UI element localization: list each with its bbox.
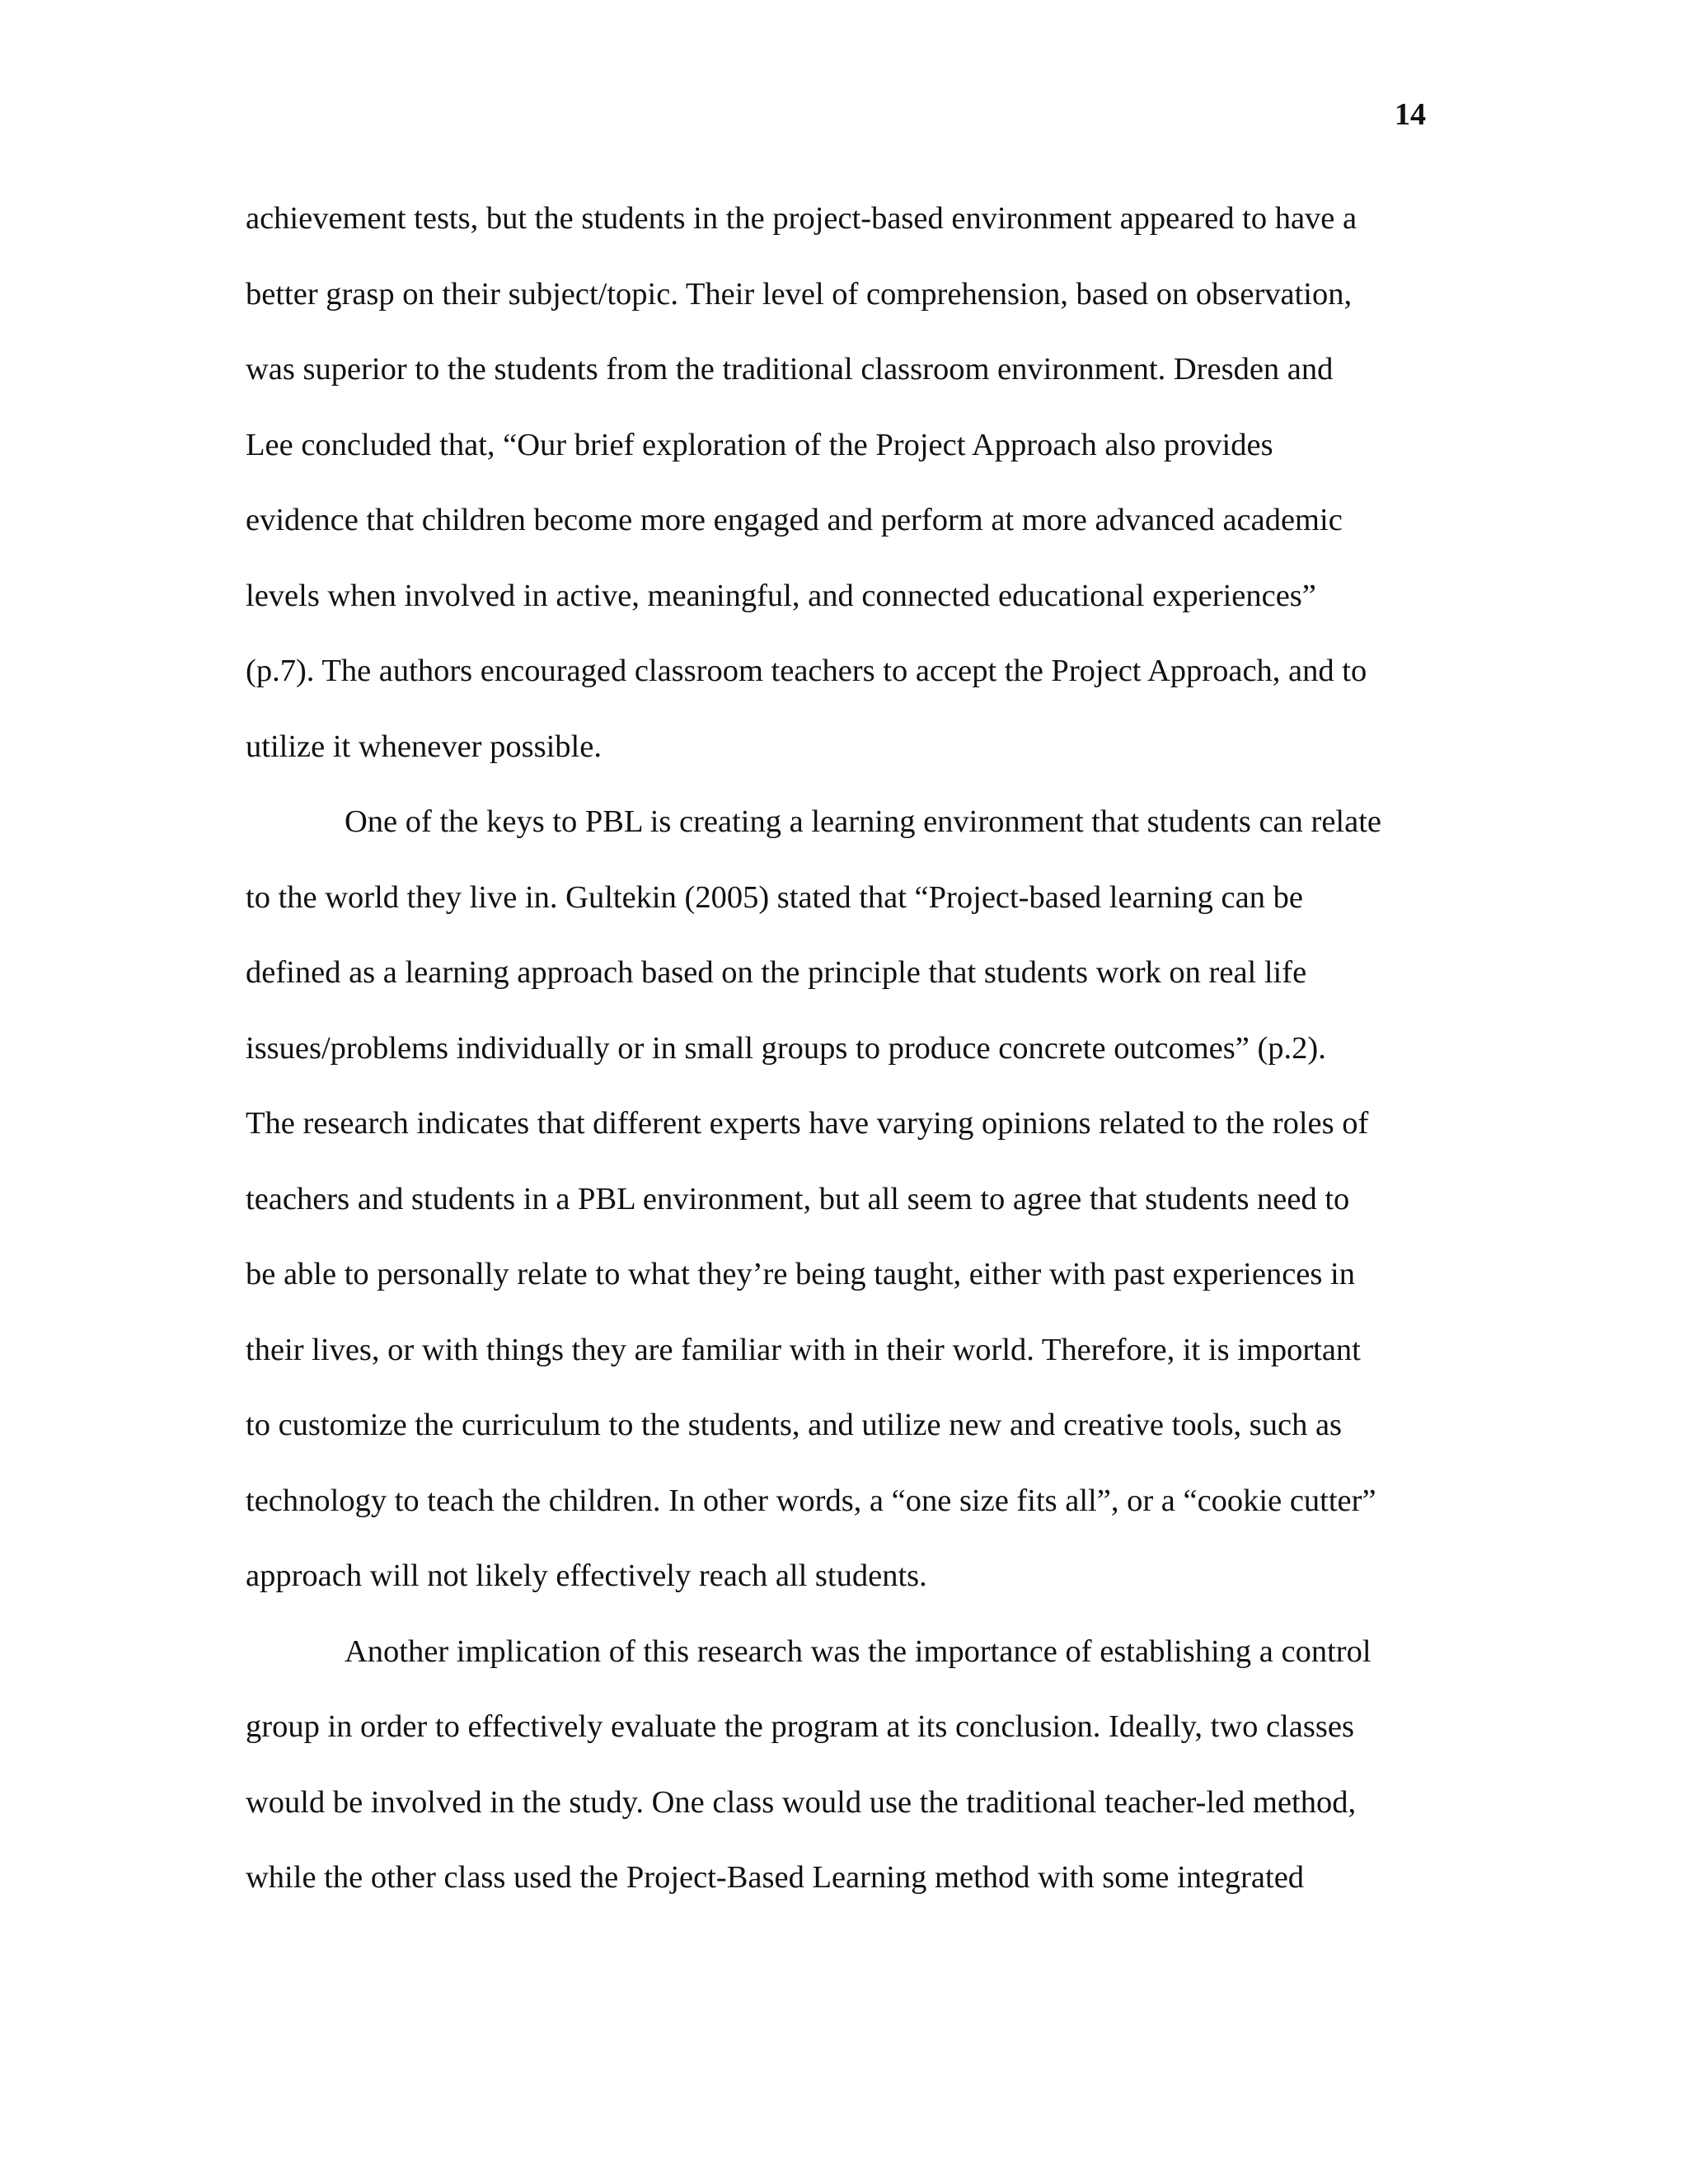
text-line: evidence that children become more engaged and perform at more advanced academic: [246, 503, 1343, 537]
text-line: Another implication of this research was the importance of establishing a control: [345, 1633, 1372, 1669]
text-line: Lee concluded that, “Our brief exploration of the Project Approach also provides: [246, 427, 1273, 462]
text-line: group in order to effectively evaluate the program at its conclusion. Ideally, two classes: [246, 1709, 1354, 1744]
text-line: be able to personally relate to what they’re being taught, either with past experiences in: [246, 1257, 1355, 1291]
body-text: [246, 198, 1429, 1933]
text-line: was superior to the students from the traditional classroom environment. Dresden and: [246, 352, 1334, 387]
text-line: would be involved in the study. One class would use the traditional teacher-led method,: [246, 1784, 1357, 1820]
text-line: levels when involved in active, meaningful, and connected educational experiences”: [246, 578, 1316, 613]
paragraph: [246, 198, 1429, 801]
text-line: The research indicates that different experts have varying opinions related to the roles of: [246, 1106, 1369, 1141]
text-line: One of the keys to PBL is creating a learning environment that students can relate: [345, 804, 1381, 839]
text-line: technology to teach the children. In other words, a “one size fits all”, or a “cookie cutter”: [246, 1483, 1376, 1518]
text-line: teachers and students in a PBL environment, but all seem to agree that students need to: [246, 1181, 1350, 1216]
text-line: utilize it whenever possible.: [246, 729, 602, 764]
text-line: to customize the curriculum to the students, and utilize new and creative tools, such as: [246, 1408, 1343, 1442]
text-line: (p.7). The authors encouraged classroom teachers to accept the Project Approach, and to: [246, 654, 1367, 688]
paragraph: [246, 801, 1429, 1631]
text-line: approach will not likely effectively reach all students.: [246, 1558, 927, 1593]
text-line: while the other class used the Project-Based Learning method with some integrated: [246, 1860, 1305, 1895]
text-line: issues/problems individually or in small groups to produce concrete outcomes” (p.2).: [246, 1030, 1326, 1066]
text-line: to the world they live in. Gultekin (2005) stated that “Project-based learning can be: [246, 879, 1303, 915]
paragraph: [246, 1631, 1429, 1933]
text-line: better grasp on their subject/topic. Their level of comprehension, based on observation,: [246, 276, 1353, 312]
text-line: achievement tests, but the students in the project-based environment appeared to have a: [246, 201, 1357, 236]
text-line: defined as a learning approach based on the principle that students work on real life: [246, 955, 1307, 990]
page-number: 14: [1395, 97, 1426, 132]
text-line: their lives, or with things they are familiar with in their world. Therefore, it is important: [246, 1332, 1361, 1367]
